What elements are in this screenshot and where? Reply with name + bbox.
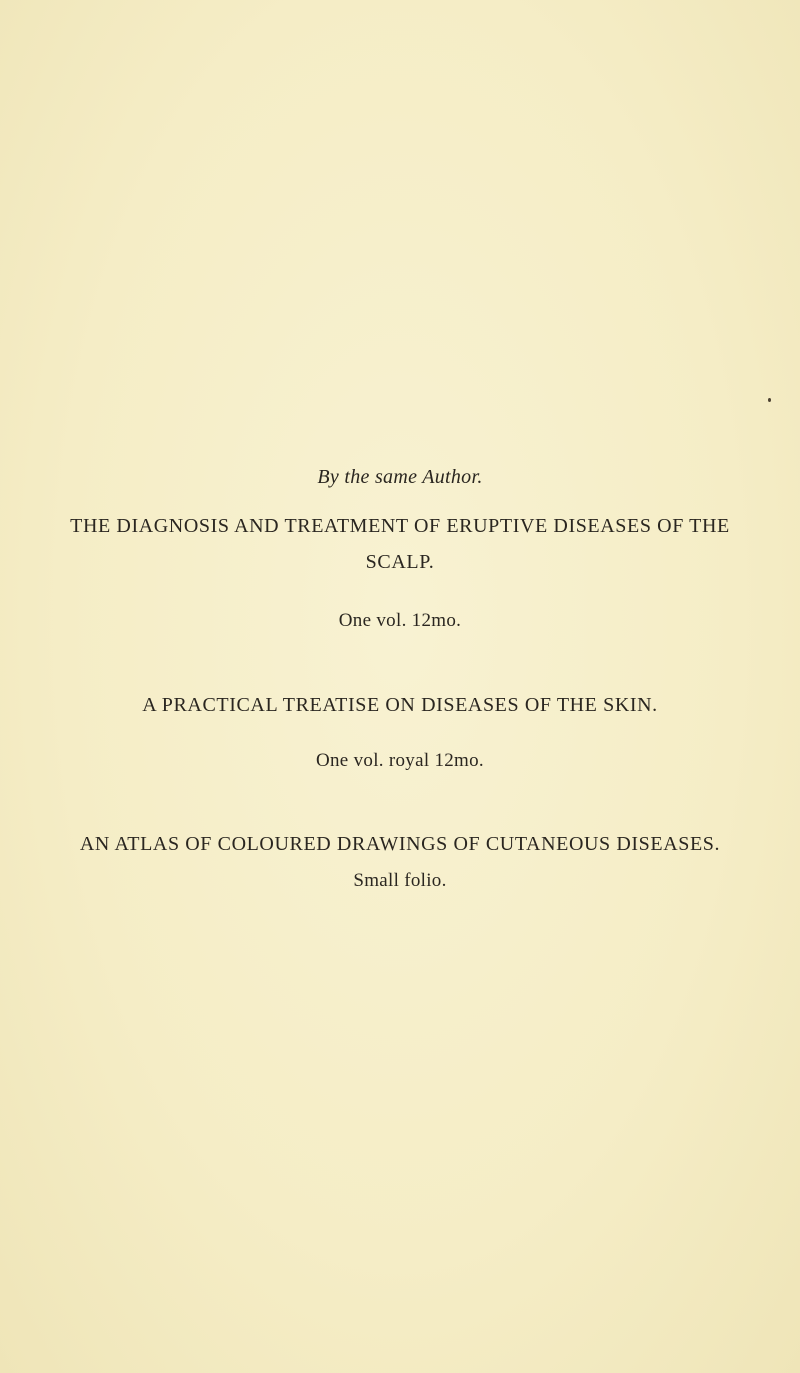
ink-speck [768,398,771,402]
work-2-format: One vol. royal 12mo. [315,750,484,771]
work-3-title: AN ATLAS OF COLOURED DRAWINGS OF CUTANEOUS DISEASES. [79,833,721,855]
author-note: By the same Author. [317,466,483,488]
work-1-title-line-2: SCALP. [365,551,435,573]
work-1-title-line-1: THE DIAGNOSIS AND TREATMENT OF ERUPTIVE DISEASES OF THE [70,515,730,537]
work-1-format: One vol. 12mo. [338,610,462,631]
work-2-title: A PRACTICAL TREATISE ON DISEASES OF THE SKIN. [142,694,658,716]
work-3-format: Small folio. [353,870,447,891]
